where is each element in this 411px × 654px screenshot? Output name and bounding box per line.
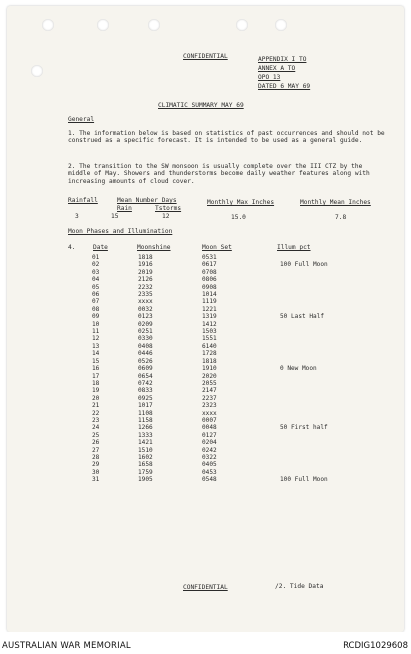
moonshine-cell: 1602 (138, 453, 153, 461)
moon-set-cell: 0048 (202, 424, 217, 432)
date-cell: 05 (92, 283, 100, 291)
illum-pct-column (280, 254, 328, 484)
moonshine-cell: 1905 (138, 476, 153, 484)
moon-phases-heading: Moon Phases and Illumination (68, 228, 173, 235)
illum-cell (280, 373, 328, 380)
annex-line: ANNEX A TO (258, 65, 296, 72)
moonshine-column-header: Moonshine (137, 244, 171, 251)
moon-set-cell: 6140 (202, 342, 217, 350)
moonshine-cell: 2019 (138, 268, 153, 276)
moon-set-cell: 1728 (202, 350, 217, 358)
moon-set-cell: 0242 (202, 446, 217, 454)
date-cell: 02 (92, 261, 100, 269)
date-cell: 09 (92, 313, 100, 321)
moonshine-cell: 0032 (138, 305, 153, 313)
illum-cell (280, 328, 328, 335)
illum-pct-column-header: Illum pct (277, 244, 311, 251)
moon-set-cell: 0405 (202, 461, 217, 469)
moonshine-cell: 0251 (138, 328, 153, 336)
date-cell: 29 (92, 461, 100, 469)
date-cell: 15 (92, 357, 100, 365)
illum-cell (280, 358, 328, 365)
illum-cell (280, 387, 328, 394)
moonshine-cell: 0654 (138, 372, 153, 380)
moon-set-cell: 1412 (202, 320, 217, 328)
date-cell: 03 (92, 268, 100, 276)
general-heading: General (68, 116, 95, 123)
item-number: 4. (68, 244, 76, 251)
date-cell: 27 (92, 446, 100, 454)
moonshine-cell: 1421 (138, 439, 153, 447)
date-cell: 18 (92, 379, 100, 387)
date-cell: 07 (92, 298, 100, 306)
moonshine-cell: 1759 (138, 468, 153, 476)
moonshine-cell: 0526 (138, 357, 153, 365)
paragraph-1: 1. The information below is based on statistics of past occurrences and should not be construed as a specific forecast. It is intended to be used as a general guide. (68, 130, 385, 145)
date-cell: 17 (92, 372, 100, 380)
date-cell: 24 (92, 424, 100, 432)
opo-line: OPO 13 (258, 74, 281, 81)
punch-hole (97, 19, 109, 31)
illum-cell: 50 Last Half (280, 313, 325, 321)
archive-id: RCDIG1029608 (343, 641, 408, 651)
mean-number-days-header: Mean Number Days (117, 197, 177, 204)
moonshine-cell: 1017 (138, 402, 153, 410)
moon-set-cell: 1910 (202, 365, 217, 373)
punch-hole (31, 65, 43, 77)
tstorms-header: Tstorms (155, 205, 182, 212)
illum-cell (280, 380, 328, 387)
date-cell: 13 (92, 342, 100, 350)
moon-set-cell: 0204 (202, 439, 217, 447)
moonshine-cell: 1266 (138, 424, 153, 432)
moon-set-cell: 2237 (202, 394, 217, 402)
moon-set-cell: 1014 (202, 291, 217, 299)
moon-set-cell: 0127 (202, 431, 217, 439)
date-column (92, 254, 99, 484)
illum-cell (280, 276, 328, 283)
moon-set-cell: 0548 (202, 476, 217, 484)
mean-inches-header: Monthly Mean Inches (300, 199, 371, 206)
moon-set-cell: 2323 (202, 402, 217, 410)
max-inches-header: Monthly Max Inches (207, 199, 275, 206)
moon-set-cell: 2147 (202, 387, 217, 395)
illum-cell (280, 395, 328, 402)
illum-cell (280, 335, 328, 342)
illum-cell: 100 Full Moon (280, 476, 328, 484)
illum-cell (280, 417, 328, 424)
appendix-line: APPENDIX I TO (258, 56, 307, 63)
moon-set-cell: 1503 (202, 328, 217, 336)
illum-cell (280, 291, 328, 298)
moon-set-column (202, 254, 217, 484)
moon-set-cell: 1551 (202, 335, 217, 343)
archive-footer (0, 632, 411, 654)
moonshine-cell: 0925 (138, 394, 153, 402)
dated-line: DATED 6 MAY 69 (258, 83, 311, 90)
illum-cell (280, 350, 328, 357)
moonshine-cell: 1818 (138, 254, 153, 261)
moon-set-cell: 1818 (202, 357, 217, 365)
rainfall-header: Rainfall (68, 197, 98, 204)
punch-hole (236, 19, 248, 31)
moonshine-cell: 2232 (138, 283, 153, 291)
illum-cell (280, 410, 328, 417)
date-cell: 01 (92, 254, 100, 261)
illum-cell (280, 461, 328, 468)
moon-set-cell: 2020 (202, 372, 217, 380)
classification-header: CONFIDENTIAL (183, 53, 228, 60)
illum-cell: 100 Full Moon (280, 261, 328, 269)
illum-cell (280, 402, 328, 409)
moon-set-cell: 0806 (202, 276, 217, 284)
rain-header: Rain (117, 205, 132, 212)
moon-set-cell: 0708 (202, 268, 217, 276)
date-cell: 14 (92, 350, 100, 358)
date-cell: 21 (92, 402, 100, 410)
paragraph-2: 2. The transition to the SW monsoon is usually complete over the III CTZ by the middle of May. Showers and thunderstorms become daily weather features along with increasing amounts of cloud cover. (68, 163, 370, 185)
date-cell: 30 (92, 468, 100, 476)
date-cell: 26 (92, 439, 100, 447)
moon-table (7, 254, 404, 489)
moonshine-cell: 0609 (138, 365, 153, 373)
moon-set-cell: xxxx (202, 409, 217, 417)
moon-set-cell: 0322 (202, 453, 217, 461)
date-column-header: Date (93, 244, 108, 251)
moonshine-cell: 0123 (138, 313, 153, 321)
moonshine-cell: 0209 (138, 320, 153, 328)
moonshine-cell: 2335 (138, 291, 153, 299)
illum-cell (280, 439, 328, 446)
date-cell: 08 (92, 305, 100, 313)
date-cell: 23 (92, 416, 100, 424)
illum-cell (280, 454, 328, 461)
illum-cell (280, 269, 328, 276)
illum-cell (280, 306, 328, 313)
illum-cell: 0 New Moon (280, 365, 317, 373)
date-cell: 22 (92, 409, 100, 417)
illum-cell (280, 254, 328, 261)
moon-set-cell: 0617 (202, 261, 217, 269)
date-cell: 20 (92, 394, 100, 402)
moonshine-column (138, 254, 153, 484)
moon-set-cell: 1221 (202, 305, 217, 313)
moon-set-cell: 0453 (202, 468, 217, 476)
moon-set-cell: 0908 (202, 283, 217, 291)
moonshine-cell: 0330 (138, 335, 153, 343)
page-title: CLIMATIC SUMMARY MAY 69 (158, 102, 244, 109)
moonshine-cell: 1108 (138, 409, 153, 417)
mean-inches-value: 7.8 (335, 214, 347, 221)
date-cell: 12 (92, 335, 100, 343)
document-page (7, 6, 404, 632)
punch-hole (275, 19, 287, 31)
illum-cell (280, 298, 328, 305)
archive-name: AUSTRALIAN WAR MEMORIAL (2, 641, 131, 651)
illum-cell (280, 469, 328, 476)
moonshine-cell: 1510 (138, 446, 153, 454)
tstorms-value: 12 (162, 213, 170, 220)
date-cell: 10 (92, 320, 100, 328)
date-cell: 31 (92, 476, 100, 484)
date-cell: 04 (92, 276, 100, 284)
moon-set-cell: 2055 (202, 379, 217, 387)
continuation-note: /2. Tide Data (275, 583, 324, 590)
max-inches-value: 15.0 (231, 214, 246, 221)
moonshine-cell: 0833 (138, 387, 153, 395)
moon-set-column-header: Moon Set (202, 244, 232, 251)
moonshine-cell: 1158 (138, 416, 153, 424)
punch-hole (42, 19, 54, 31)
date-cell: 11 (92, 328, 100, 336)
illum-cell (280, 343, 328, 350)
moon-set-cell: 1319 (202, 313, 217, 321)
rain-value: 15 (111, 213, 119, 220)
moonshine-cell: 1916 (138, 261, 153, 269)
rainfall-value: 3 (75, 213, 79, 220)
illum-cell (280, 447, 328, 454)
date-cell: 28 (92, 453, 100, 461)
illum-cell (280, 432, 328, 439)
illum-cell (280, 321, 328, 328)
punch-hole (148, 19, 160, 31)
moonshine-cell: 1333 (138, 431, 153, 439)
date-cell: 19 (92, 387, 100, 395)
illum-cell: 50 First half (280, 424, 328, 432)
moonshine-cell: 2126 (138, 276, 153, 284)
moonshine-cell: 0408 (138, 342, 153, 350)
classification-footer: CONFIDENTIAL (183, 584, 228, 591)
moonshine-cell: 0446 (138, 350, 153, 358)
moonshine-cell: 0742 (138, 379, 153, 387)
date-cell: 16 (92, 365, 100, 373)
moon-set-cell: 1119 (202, 298, 217, 306)
moonshine-cell: 1658 (138, 461, 153, 469)
date-cell: 25 (92, 431, 100, 439)
moon-set-cell: 0531 (202, 254, 217, 261)
moon-set-cell: 0007 (202, 416, 217, 424)
moonshine-cell: xxxx (138, 298, 153, 306)
illum-cell (280, 284, 328, 291)
date-cell: 06 (92, 291, 100, 299)
